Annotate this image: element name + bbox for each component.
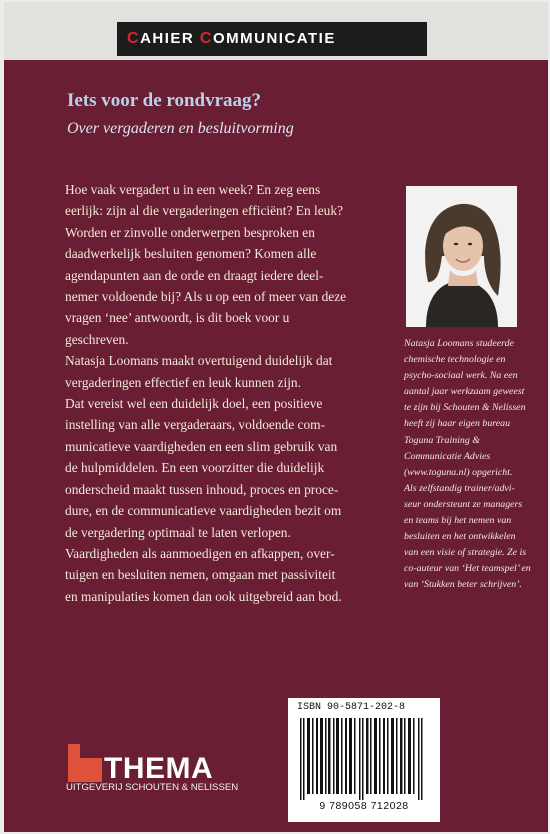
book-subtitle: Over vergaderen en besluitvorming <box>67 120 294 137</box>
blurb-line: Vaardigheden als aanmoedigen en afkappen, over- <box>65 545 335 561</box>
blurb-line: onderscheid maakt tussen inhoud, proces en proce- <box>65 481 339 497</box>
blurb-line: geschreven. <box>65 331 129 347</box>
blurb-line: Worden er zinvolle onderwerpen besproken en <box>65 224 315 240</box>
blurb-line: dure, en de communicatieve vaardigheden bezit om <box>65 503 342 519</box>
bio-line: aantal jaar werkzaam geweest <box>404 386 525 398</box>
logo-mark-icon <box>68 744 104 782</box>
bio-line: psycho-sociaal werk. Na een <box>404 370 518 382</box>
blurb-line: Dat vereist wel een duidelijk doel, een positieve <box>65 396 323 412</box>
top-band <box>4 2 548 60</box>
blurb-line: vergaderingen effectief en leuk kunnen zijn. <box>65 374 301 390</box>
bio-line: chemische technologie en <box>404 354 506 366</box>
barcode-panel <box>288 698 440 822</box>
bio-line: Communicatie Advies <box>404 450 491 462</box>
blurb-line: Natasja Loomans maakt overtuigend duidelijk dat <box>65 353 333 369</box>
cover-panel <box>4 2 548 832</box>
bio-line: heeft zij haar eigen bureau <box>404 418 511 430</box>
bio-line: co-auteur van ‘Het teamspel’ en <box>404 563 531 575</box>
bio-line: van ‘Stukken beter schrijven’. <box>404 579 522 591</box>
blurb-line: agendapunten aan de orde en draagt iedere deel- <box>65 267 324 283</box>
bio-line: van een visie of strategie. Ze is <box>404 547 527 559</box>
blurb-line: Hoe vaak vergadert u in een week? En zeg eens <box>65 182 321 197</box>
bio-line: en teams bij het nemen van <box>404 515 512 527</box>
blurb-line: tuigen en besluiten nemen, omgaan met passiviteit <box>65 567 336 583</box>
blurb-line: de hulpmiddelen. En een voorzitter die duidelijk <box>65 460 325 476</box>
bio-line: Natasja Loomans studeerde <box>404 338 514 349</box>
thema-logo <box>68 744 214 787</box>
blurb-line: en manipulaties komen dan ook uitgebreid aan bod. <box>65 588 342 604</box>
ean-number: 9 789058 712028 <box>319 800 409 812</box>
bio-line: seur ondersteunt ze managers <box>404 498 523 510</box>
bio-line: Toguna Training & <box>404 434 480 446</box>
logo-wordmark: THEMA <box>104 752 214 785</box>
bio-line: (www.toguna.nl) opgericht. <box>404 466 513 478</box>
blurb-text <box>65 179 395 607</box>
bio-line: Als zelfstandig trainer/advi- <box>404 482 515 494</box>
book-title: Iets voor de rondvraag? <box>67 90 262 111</box>
bio-line: te zijn bij Schouten & Nelissen <box>404 402 526 414</box>
blurb-line: vragen ‘nee’ antwoordt, is dit boek voor u <box>65 310 290 326</box>
series-label: CAHIER COMMUNICATIE <box>117 22 427 56</box>
author-bio <box>404 336 548 594</box>
blurb-line: instelling van alle vergaderaars, voldoende com- <box>65 417 326 433</box>
blurb-line: daadwerkelijk besluiten genomen? Komen alle <box>65 246 317 262</box>
blurb-line: nemer voldoende bij? Als u op een of meer van deze <box>65 289 347 305</box>
bio-line: besluiten en het ontwikkelen <box>404 531 516 543</box>
barcode-icon <box>292 718 436 800</box>
publisher-name: UITGEVERIJ SCHOUTEN & NELISSEN <box>66 782 239 793</box>
blurb-line: de vergadering optimaal te laten verlopen. <box>65 524 291 540</box>
author-portrait-illustration <box>406 186 517 327</box>
isbn-number: ISBN 90-5871-202-8 <box>297 702 406 713</box>
blurb-line: eerlijk: zijn al die vergaderingen efficiënt? En leuk? <box>65 203 343 219</box>
author-photo <box>406 186 517 327</box>
blurb-line: municatieve vaardigheden en een slim gebruik van <box>65 438 338 454</box>
